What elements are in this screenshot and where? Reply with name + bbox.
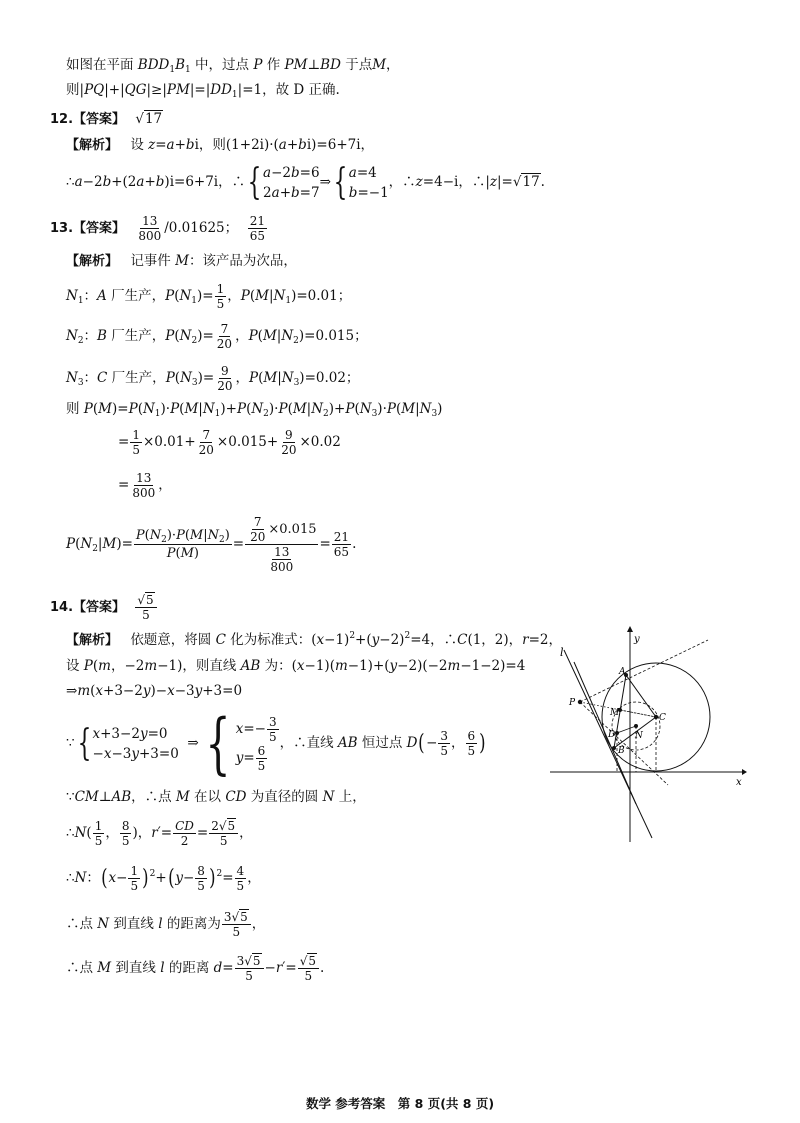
label-m: M (610, 708, 620, 718)
q14-line-1: 【解析】 依题意，将圆 C 化为标准式：$(x-1)^2+(y-2)^2=4$，∴C(1，2)，r=2， (66, 631, 563, 648)
q14-line-8: ∴点 N 到直线 l 的距离为 $\frac{3√5}{5}$ ， (66, 910, 266, 939)
label-p: P (569, 698, 576, 708)
q14-analysis-label: 【解析】 (66, 633, 119, 648)
point-p (578, 700, 582, 704)
q14-answer-line (50, 590, 158, 625)
geometry-figure (548, 620, 748, 845)
label-d: D (608, 730, 616, 740)
point-b (612, 746, 616, 750)
label-c: C (659, 713, 666, 723)
tangent-pa (580, 640, 708, 702)
q13-step-2: = $\frac{13}{800}$ ， (118, 471, 172, 500)
label-n: N (635, 731, 643, 741)
label-a: A (619, 667, 626, 677)
q13-analysis-label: 【解析】 (66, 254, 119, 269)
q14-line-6: ∴N( $\frac{1}{5}$ ， $\frac{8}{5}$ )，r′= $\frac{CD}{2}$ = $\frac{2√5}{5}$ ， (66, 819, 253, 848)
top-line-2: 则$|PQ|+|QG|\ge|PM|=|DD_1|=1$，故 D 正确. (66, 82, 340, 100)
q14-answer: $\frac{√5}{5}$ (135, 593, 156, 622)
y-axis-arrow (627, 626, 633, 632)
q12-answer: √17 (135, 111, 163, 127)
q14-line-3: ⇒m(x+3−2y)−x−3y+3=0 (66, 683, 243, 699)
q13-n1-line: $N_1$：A 厂生产，$P(N_1)=$ $\frac{1}{5}$ ，$P(M|N_1)=0.01$； (66, 282, 352, 311)
q13-number: 13. (50, 221, 74, 236)
segment-dn (617, 726, 636, 733)
point-c (654, 715, 658, 719)
line-through-d (574, 662, 636, 804)
q12-analysis-line-2: ∴a−2b+(2a+b)i=6+7i，∴ { a−2b=6 2a+b=7 ⇒ { a=4 b=−1 ，∴z=4−i，∴|z|=√17. (66, 161, 545, 203)
q13-step-1: = $\frac{1}{5}$ ×0.01+ $\frac{7}{20}$ ×0.015+ $\frac{9}{20}$ ×0.02 (118, 428, 341, 457)
label-x: x (736, 777, 742, 788)
q14-line-5: ∵CM⊥AB，∴点 M 在以 CD 为直径的圆 N 上， (66, 789, 366, 805)
x-axis-arrow (742, 769, 747, 775)
q14-answer-label: 【答案】 (73, 600, 126, 615)
q13-analysis-intro: 【解析】 记事件 M：该产品为次品， (66, 253, 297, 269)
q12-analysis-line-1: 【解析】 设 z=a+bi，则(1+2i)·(a+bi)=6+7i， (66, 137, 375, 153)
label-l: l (560, 646, 564, 659)
q14-line-7: ∴N：(x− $\frac{1}{5}$ )$^2$+(y− $\frac{8}{5}$ )$^2$= $\frac{4}{5}$ ， (66, 864, 261, 893)
label-b: B (618, 746, 625, 756)
top-line-1: 如图在平面 $BDD_1B_1$ 中，过点 P 作 PM⊥BD 于点M， (66, 57, 400, 75)
line-l (564, 650, 652, 838)
q12-number: 12. (50, 112, 74, 127)
q12-analysis-label: 【解析】 (66, 138, 119, 153)
q13-n3-line: $N_3$：C 厂生产，$P(N_3)=$ $\frac{9}{20}$ ，$P(M|N_3)=0.02$； (66, 364, 360, 393)
point-n (634, 724, 638, 728)
q13-answer-line: 13.【答案】 $\frac{13}{800}$ /0.01625； $\frac{21}{65}$ (50, 214, 265, 243)
q13-total-line: 则 $P(M)=P(N_1)\cdot P(M|N_1)+P(N_2)\cdot P(M|N_2)+P(N_3)\cdot P(M|N_3)$ (66, 401, 443, 419)
page-footer: 数学 参考答案 第 8 页(共 8 页) (305, 1096, 495, 1111)
tangent-pb (580, 702, 668, 785)
q13-final-line: $P(N_2|M)=$ $\frac{P(N_2)\cdot P(M|N_2)}{P(M)}$ = $\frac{7}{20}$ ×0.015 $\frac{13}{800}$ = $\frac{21}{65}$ . (66, 515, 357, 574)
q14-line-4: ∵ { x+3−2y=0 −x−3y+3=0 ⇒ { x=− $\frac{3}{5}$ y= $\frac{6}{5}$ ，∴直线 AB 恒过点 D(− $\frac{3}{5}$ ， $\frac{6}{5}$ ) (66, 704, 486, 782)
q14-line-9: ∴点 M 到直线 l 的距离 d= $\frac{3√5}{5}$ −r′= $\frac{√5}{5}$ . (66, 954, 325, 983)
q14-line-2: 设 P(m，−2m−1)，则直线 AB 为：(x−1)(m−1)+(y−2)(−2m−1−2)=4 (66, 658, 526, 674)
q12-answer-line (50, 109, 163, 130)
q13-n2-line: $N_2$：B 厂生产，$P(N_2)=$ $\frac{7}{20}$ ，$P(M|N_2)=0.015$； (66, 322, 368, 351)
q13-answer-label: 【答案】 (73, 221, 126, 236)
q12-answer-label: 【答案】 (73, 112, 126, 127)
label-y: y (634, 634, 640, 645)
point-d (615, 731, 619, 735)
q14-number: 14. (50, 600, 74, 615)
